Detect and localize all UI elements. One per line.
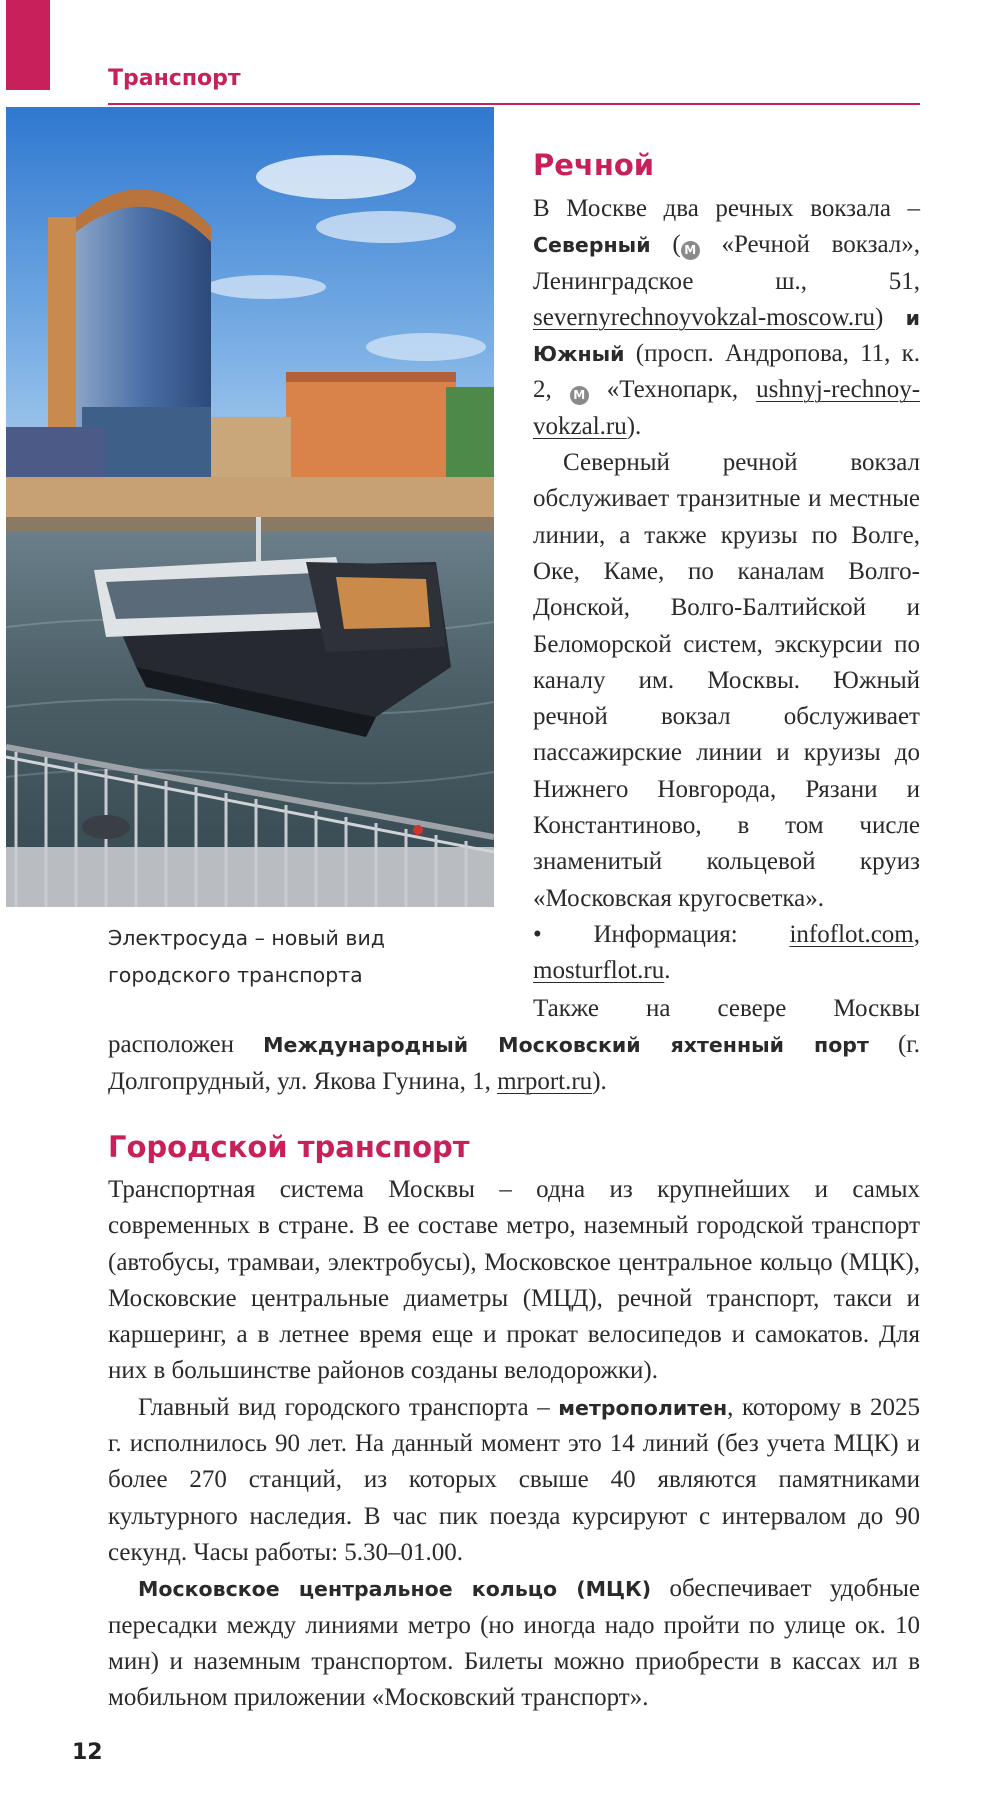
city-text-block: [108, 1172, 920, 1716]
header-rule: [108, 103, 920, 105]
river-paragraph-yacht-port: Также на севере Москвы расположен Международный Московский яхтенный порт (г. Долгопрудный, ул. Якова Гунина, 1, mrport.ru).: [108, 995, 920, 1095]
river-paragraph-stations: В Москве два речных вокзала – Северный ( М «Речной вокзал», Ленинградское ш., 51, severnyrechnoyvokzal-moscow.ru) и Южный (просп. Андропова, 11, к. 2, М «Технопарк, ushnyj-rechnoy-vokzal.ru).: [533, 195, 921, 440]
section-title-city-transport: Городской транспорт: [108, 1130, 470, 1164]
page-number: 12: [72, 1740, 103, 1765]
metro-term: метрополитен: [558, 1395, 728, 1420]
city-paragraph-system: Транспортная система Москвы – одна из крупнейших и самых современных в стране. В ее составе метро, наземный городской транспорт (автобусы, трамваи, электробусы), Московское центральное кольцо (МЦК), Московские центральные диаметры (МЦД), речной транспорт, такси и каршеринг, а в летнее время еще и прокат велосипедов и самокатов. Для них в большинстве районов созданы велодорожки).: [108, 1176, 920, 1385]
photo-river-boat-illustration: [6, 107, 494, 907]
city-paragraph-metro: Главный вид городского транспорта – метрополитен, которому в 2025 г. исполнилось 90 лет. На данный момент это 14 линий (без учета МЦК) и более 270 станций, из которых свыше 40 являются памятниками культурного наследия. В час пик поезда курсируют с интервалом до 90 секунд. Часы работы: 5.30–01.00.: [108, 1393, 920, 1566]
chapter-tab-marker: [6, 0, 50, 90]
south-station-name: Южный: [533, 342, 625, 367]
river-text-block: [533, 191, 920, 990]
section-title-river: Речной: [533, 148, 655, 182]
link-mrport[interactable]: mrport.ru: [497, 1067, 593, 1095]
river-paragraph-routes: Северный речной вокзал обслуживает транзитные и местные линии, а также круизы по Волге, Оке, Каме, по каналам Волго-Донской, Волго-Балтийской и Беломорской систем, экскурсии по каналу им. Москвы. Южный речной вокзал обслуживает пассажирские линии и круизы до Нижнего Новгорода, Рязани и Константиново, в том числе знаменитый кольцевой круиз «Московская кругосветка».: [533, 449, 920, 912]
city-paragraph-mck: Московское центральное кольцо (МЦК) обеспечивает удобные пересадки между линиями метро (но иногда надо пройти по улице ок. 10 мин) и наземным транспортом. Билеты можно приобрести в кассах ил в мобильном приложении «Московский транспорт».: [108, 1575, 920, 1712]
link-infoflot[interactable]: infoflot.com: [789, 920, 914, 948]
metro-icon: М: [681, 241, 700, 260]
link-south-station[interactable]: ushnyj-rechnoy-vokzal.ru: [533, 376, 921, 440]
mck-term: Московское центральное кольцо (МЦК): [138, 1577, 652, 1602]
yacht-port-name: Международный Московский яхтенный порт: [263, 1033, 869, 1058]
link-north-station[interactable]: severnyrechnoyvokzal-moscow.ru: [533, 303, 876, 331]
river-info-line: • Информация: infoflot.com, mosturflot.ru.: [533, 920, 920, 985]
running-head: Транспорт: [108, 66, 241, 91]
photo-river-boat: [6, 107, 494, 907]
metro-icon: М: [570, 386, 589, 405]
north-station-name: Северный: [533, 233, 651, 258]
photo-caption: Электросуда – новый вид городского транспорта: [108, 926, 385, 987]
link-mosturflot[interactable]: mosturflot.ru: [533, 957, 665, 985]
